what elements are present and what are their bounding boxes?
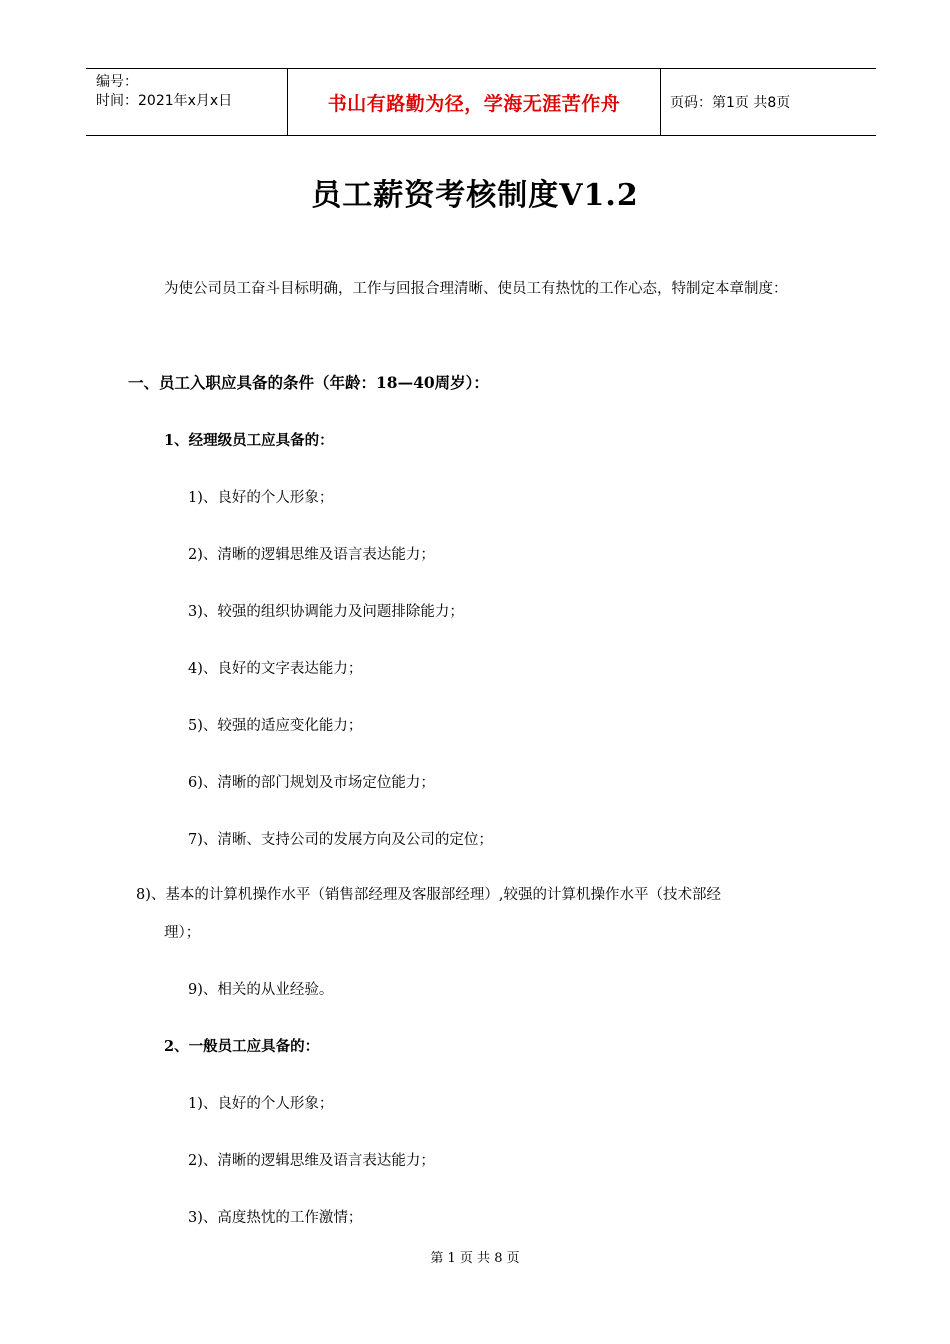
time-label: 时间：2021年x月x日 xyxy=(96,93,233,109)
sub1-item: 9)、相关的从业经验。 xyxy=(188,982,334,998)
sub2-item: 1)、良好的个人形象； xyxy=(188,1096,334,1112)
header-meta xyxy=(96,73,232,111)
section1-heading: 一、员工入职应具备的条件（年龄：18—40周岁）： xyxy=(128,373,489,392)
intro-paragraph: 为使公司员工奋斗目标明确，工作与回报合理清晰、使员工有热忱的工作心态，特制定本章制度： xyxy=(164,281,788,297)
sub1-item: 6)、清晰的部门规划及市场定位能力； xyxy=(188,775,435,791)
sub1-item: 2)、清晰的逻辑思维及语言表达能力； xyxy=(188,547,435,563)
sub2-item: 2)、清晰的逻辑思维及语言表达能力； xyxy=(188,1153,435,1169)
sub1-item: 1)、良好的个人形象； xyxy=(188,490,334,506)
number-label: 编号： xyxy=(96,74,138,90)
page-footer: 第 1 页 共 8 页 xyxy=(430,1251,520,1266)
sub1-item: 3)、较强的组织协调能力及问题排除能力； xyxy=(188,604,464,620)
sub1-item: 4)、良好的文字表达能力； xyxy=(188,661,363,677)
sub1-heading: 1、经理级员工应具备的： xyxy=(164,432,334,449)
sub1-item: 5)、较强的适应变化能力； xyxy=(188,718,363,734)
sub2-heading: 2、一般员工应具备的： xyxy=(164,1038,320,1055)
sub2-item: 3)、高度热忱的工作激情； xyxy=(188,1210,363,1226)
sub1-item: 8)、基本的计算机操作水平（销售部经理及客服部经理）,较强的计算机操作水平（技术部经 xyxy=(136,887,721,903)
header-page-label: 页码：第1页 共8页 xyxy=(670,95,791,111)
header-motto: 书山有路勤为径，学海无涯苦作舟 xyxy=(327,92,621,115)
page-header xyxy=(86,68,876,136)
document-title: 员工薪资考核制度V1.2 xyxy=(311,178,639,213)
sub1-item-continued: 理）； xyxy=(164,925,201,941)
header-divider-right xyxy=(660,69,661,135)
sub1-item: 7)、清晰、支持公司的发展方向及公司的定位； xyxy=(188,832,493,848)
